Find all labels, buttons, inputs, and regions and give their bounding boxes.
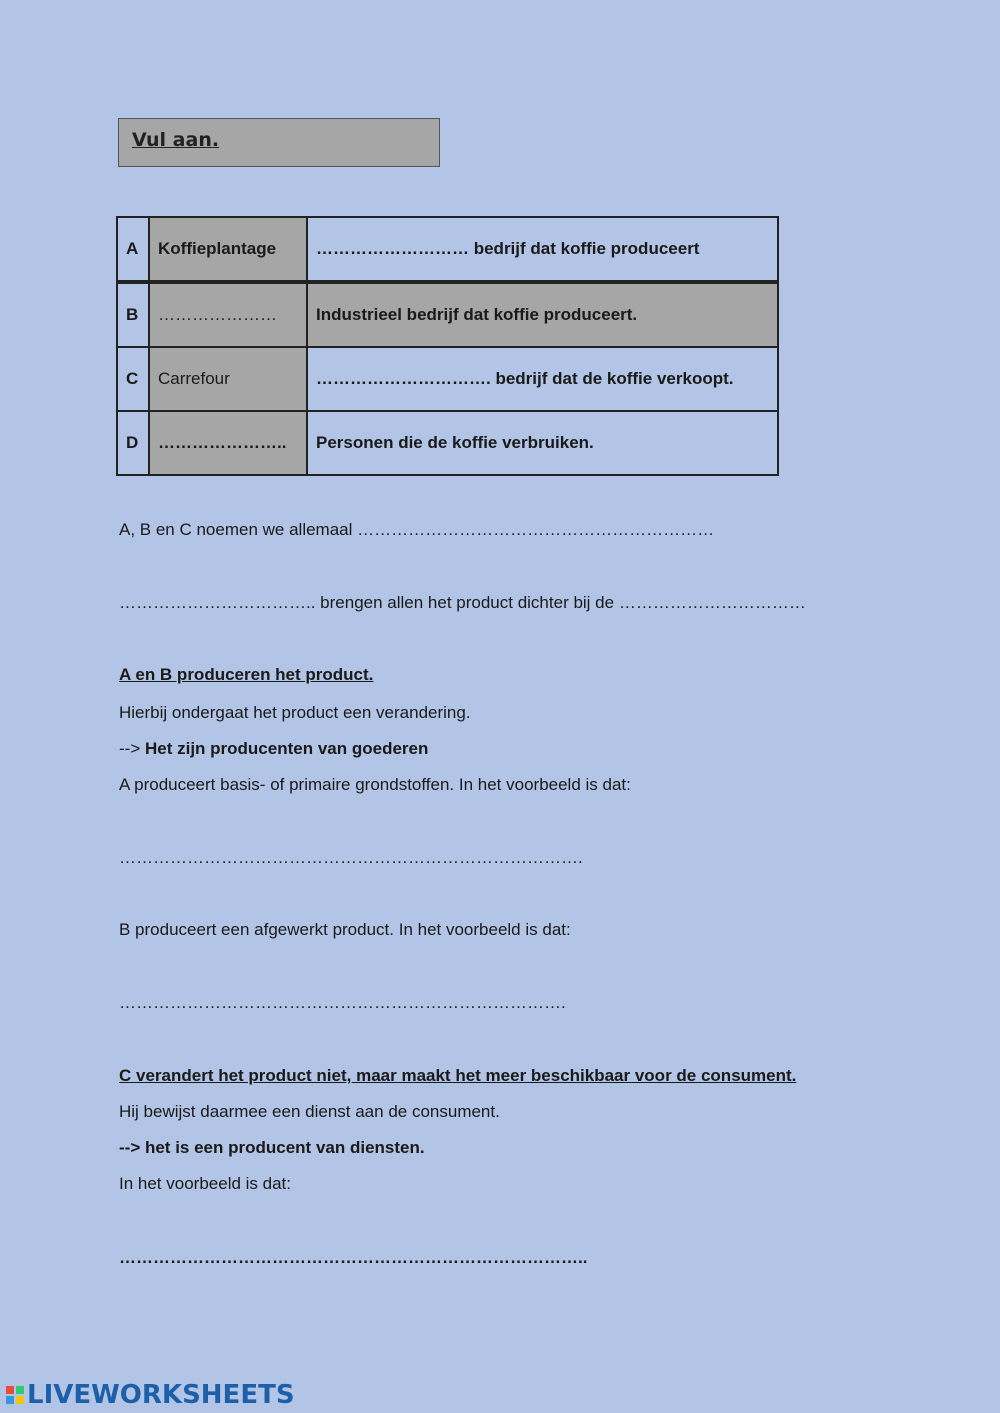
goederen-line xyxy=(119,739,428,759)
c-heading: C verandert het product niet, maar maakt het meer beschikbaar voor de consument. xyxy=(119,1066,797,1085)
ab-heading: A en B produceren het product. xyxy=(119,665,374,684)
voorbeeld-text: In het voorbeeld is dat: xyxy=(119,1174,292,1193)
row-name[interactable]: ………………… xyxy=(149,282,307,347)
row-name[interactable]: ………………….. xyxy=(149,411,307,475)
table-row xyxy=(117,217,778,282)
table-row xyxy=(117,347,778,411)
answer-dots-b[interactable]: ……………………………………………………………………. xyxy=(119,993,566,1012)
goederen-text: Het zijn producenten van goederen xyxy=(144,739,429,758)
brengen-line[interactable]: …………………………….. brengen allen het product dichter bij de …………………………… xyxy=(119,593,806,612)
a-basis-text: A produceert basis- of primaire grondstoffen. In het voorbeeld is dat: xyxy=(119,775,631,794)
table-row xyxy=(117,411,778,475)
page-title: Vul aan. xyxy=(132,129,220,151)
row-letter: D xyxy=(117,411,149,475)
row-description: Personen die de koffie verbruiken. xyxy=(307,411,778,475)
row-description[interactable]: …………………………. bedrijf dat de koffie verkoopt. xyxy=(307,347,778,411)
diensten-line: --> het is een producent van diensten. xyxy=(119,1138,425,1157)
row-description[interactable]: ……………………… bedrijf dat koffie produceert xyxy=(307,217,778,282)
koffie-table xyxy=(116,216,779,476)
logo-grid-icon xyxy=(6,1386,24,1404)
row-letter: C xyxy=(117,347,149,411)
b-afgewerkt-text: B produceert een afgewerkt product. In het voorbeeld is dat: xyxy=(119,920,571,939)
row-letter: A xyxy=(117,217,149,282)
answer-dots-a[interactable]: ………………………………………………………………………. xyxy=(119,848,583,867)
arrow-prefix: --> xyxy=(119,739,141,758)
row-letter: B xyxy=(117,282,149,347)
row-name: Carrefour xyxy=(149,347,307,411)
liveworksheets-logo xyxy=(6,1380,295,1410)
dienst-text: Hij bewijst daarmee een dienst aan de consument. xyxy=(119,1102,500,1121)
title-box xyxy=(118,118,440,167)
allemaal-line[interactable]: A, B en C noemen we allemaal ……………………………………………………… xyxy=(119,520,715,539)
verandering-text: Hierbij ondergaat het product een verandering. xyxy=(119,703,471,722)
row-name: Koffieplantage xyxy=(149,217,307,282)
logo-text: LIVEWORKSHEETS xyxy=(27,1380,295,1410)
table-row xyxy=(117,282,778,347)
answer-dots-c[interactable]: ……………………………………………………………………….. xyxy=(119,1248,588,1267)
row-description: Industrieel bedrijf dat koffie produceert. xyxy=(307,282,778,347)
